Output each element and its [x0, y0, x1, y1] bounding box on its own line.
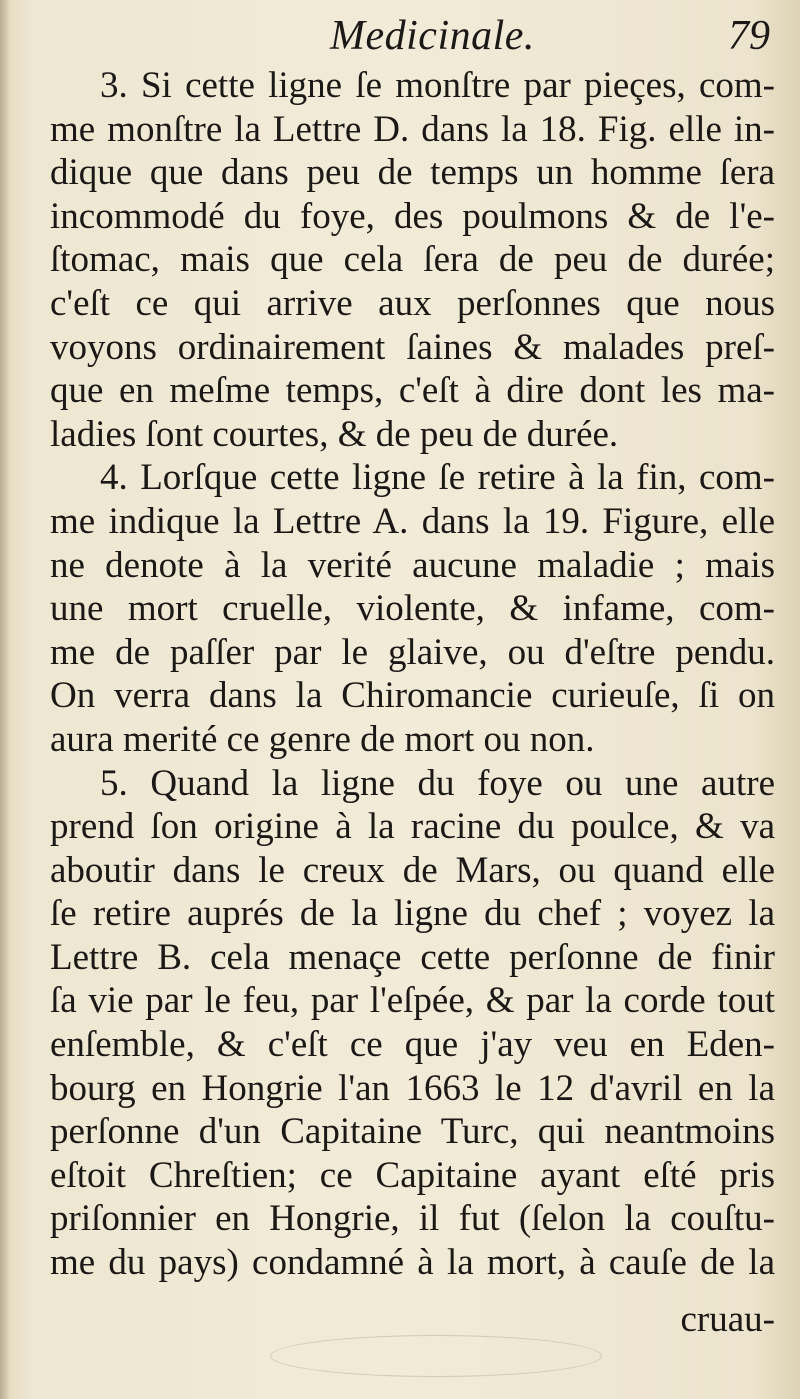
- text-line: une mort cruelle, violente, & infame, com-: [50, 588, 775, 630]
- text-line: voyons ordinairement ſaines & malades preſ-: [50, 326, 775, 368]
- page-number: 79: [728, 13, 770, 59]
- text-line: c'eſt ce qui arrive aux perſonnes que nous: [50, 282, 775, 324]
- page-gutter-shadow: [0, 0, 10, 1399]
- text-line: prend ſon origine à la racine du poulce, & va: [50, 806, 775, 848]
- page-header: [0, 8, 800, 60]
- text-line: que en meſme temps, c'eſt à dire dont les ma-: [50, 370, 775, 412]
- text-line: incommodé du foye, des poulmons & de l'e-: [50, 195, 775, 237]
- text-line: perſonne d'un Capitaine Turc, qui neantmoins: [50, 1111, 775, 1153]
- show-through-oval: [270, 1335, 602, 1377]
- text-line: 4. Lorſque cette ligne ſe retire à la fin, com-: [100, 457, 775, 499]
- text-line: eſtoit Chreſtien; ce Capitaine ayant eſté pris: [50, 1154, 775, 1196]
- text-line: me de paſſer par le glaive, ou d'eſtre pendu.: [50, 631, 775, 673]
- text-line: ſtomac, mais que cela ſera de peu de durée;: [50, 239, 775, 281]
- text-line: priſonnier en Hongrie, il fut (ſelon la couſtu-: [50, 1198, 775, 1240]
- text-line: 3. Si cette ligne ſe monſtre par pieçes, com-: [100, 65, 775, 106]
- text-line: aura merité ce genre de mort ou non.: [50, 718, 595, 760]
- text-line: enſemble, & c'eſt ce que j'ay veu en Eden-: [50, 1024, 775, 1066]
- text-line: me indique la Lettre A. dans la 19. Figure, elle: [50, 500, 775, 542]
- text-line: me du pays) condamné à la mort, à cauſe de la: [50, 1242, 775, 1284]
- running-title: Medicinale.: [330, 13, 535, 59]
- text-line: aboutir dans le creux de Mars, ou quand elle: [50, 849, 775, 891]
- text-line: ſa vie par le feu, par l'eſpée, & par la corde tout: [50, 980, 775, 1022]
- text-line: 5. Quand la ligne du foye ou une autre: [100, 762, 775, 804]
- text-line: ladies ſont courtes, & de peu de durée.: [50, 413, 619, 455]
- text-line: ſe retire auprés de la ligne du chef ; voyez la: [50, 893, 775, 935]
- body-text: [50, 64, 775, 1285]
- text-line: ne denote à la verité aucune maladie ; mais: [50, 544, 775, 586]
- catchword: cruau-: [680, 1299, 775, 1340]
- text-line: me monſtre la Lettre D. dans la 18. Fig. elle in-: [50, 108, 775, 150]
- text-line: dique que dans peu de temps un homme ſera: [50, 152, 775, 194]
- text-line: Lettre B. cela menaçe cette perſonne de finir: [50, 936, 775, 978]
- text-line: bourg en Hongrie l'an 1663 le 12 d'avril en la: [50, 1067, 775, 1109]
- text-line: On verra dans la Chiromancie curieuſe, ſi on: [50, 675, 775, 717]
